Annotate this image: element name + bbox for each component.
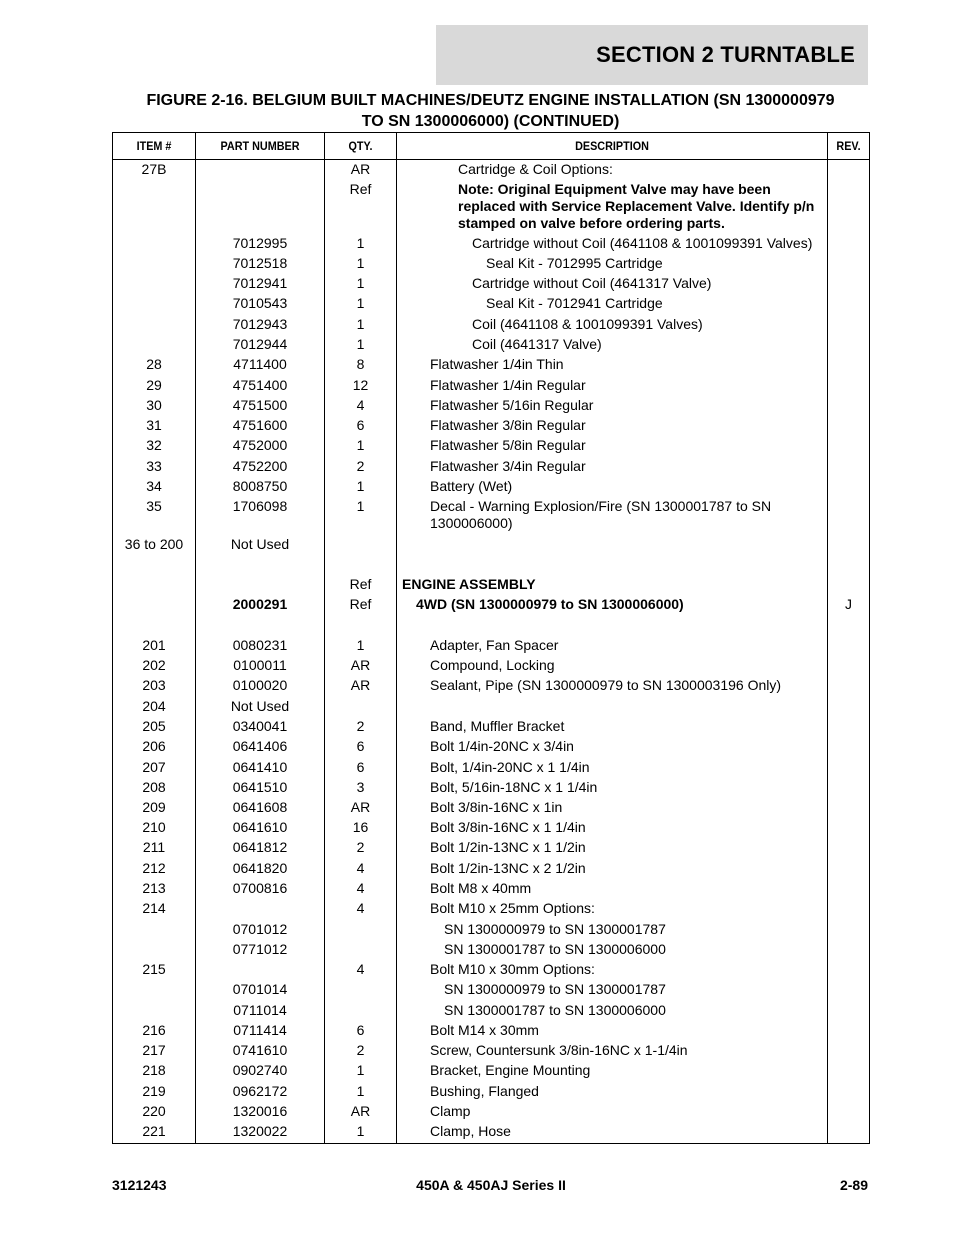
description-cell: Battery (Wet) [430, 478, 513, 494]
quantity-cell: Ref [349, 596, 372, 612]
description-cell: Bolt M14 x 30mm [430, 1022, 539, 1038]
part-number-cell: 0741610 [232, 1042, 288, 1058]
part-number-cell: 0641820 [232, 860, 288, 876]
item-number-cell: 31 [146, 417, 162, 433]
quantity-cell: AR [350, 799, 371, 815]
quantity-cell: 6 [356, 759, 365, 775]
part-number-cell: 0641410 [232, 759, 288, 775]
item-number-cell: 203 [142, 677, 166, 693]
part-number-cell: 1706098 [232, 498, 288, 514]
description-cell: Flatwasher 5/8in Regular [430, 437, 586, 453]
description-cell: Compound, Locking [430, 657, 555, 673]
part-number-cell: 4751400 [232, 377, 288, 393]
item-number-cell: 204 [142, 698, 166, 714]
part-number-cell: 0902740 [232, 1062, 288, 1078]
part-number-cell: Not Used [230, 536, 290, 552]
description-cell: Bolt M8 x 40mm [430, 880, 532, 896]
item-number-cell: 206 [142, 738, 166, 754]
item-number-cell: 219 [142, 1083, 166, 1099]
quantity-cell: 1 [356, 255, 365, 271]
item-number-cell: 36 to 200 [124, 536, 184, 552]
figure-title-line-1: FIGURE 2-16. BELGIUM BUILT MACHINES/DEUTZ ENGINE INSTALLATION (SN 1300000979 [146, 92, 835, 109]
description-cell: Bushing, Flanged [430, 1083, 539, 1099]
item-number-cell: 214 [142, 900, 166, 916]
quantity-cell: Ref [349, 576, 372, 592]
quantity-cell: 1 [356, 437, 365, 453]
description-cell: Sealant, Pipe (SN 1300000979 to SN 1300003196 Only) [430, 677, 782, 693]
description-cell: Bracket, Engine Mounting [430, 1062, 591, 1078]
part-number-cell: 0100020 [232, 677, 288, 693]
item-number-cell: 35 [146, 498, 162, 514]
part-number-cell: 1320022 [232, 1123, 288, 1139]
quantity-cell: 1 [356, 295, 365, 311]
quantity-cell: 4 [356, 900, 365, 916]
quantity-cell: 1 [356, 1123, 365, 1139]
part-number-cell: 0340041 [232, 718, 288, 734]
part-number-cell: 7012944 [232, 336, 288, 352]
description-cell: Flatwasher 3/4in Regular [430, 458, 586, 474]
part-number-cell: 7012518 [232, 255, 288, 271]
part-number-cell: 0641812 [232, 839, 288, 855]
description-cell: Cartridge & Coil Options: [458, 161, 613, 177]
item-number-cell: 202 [142, 657, 166, 673]
quantity-cell: 1 [356, 1083, 365, 1099]
description-cell: Decal - Warning Explosion/Fire (SN 1300001787 to SN 1300006000) [430, 498, 772, 531]
part-number-cell: 0701012 [232, 921, 288, 937]
description-cell: Bolt M10 x 25mm Options: [430, 900, 595, 916]
description-cell: Clamp, Hose [430, 1123, 511, 1139]
quantity-cell: 1 [356, 498, 365, 514]
section-header [436, 25, 868, 85]
part-number-cell: 0641610 [232, 819, 288, 835]
part-number-cell: 7010543 [232, 295, 288, 311]
item-number-cell: 216 [142, 1022, 166, 1038]
description-cell: Bolt, 1/4in-20NC x 1 1/4in [430, 759, 590, 775]
quantity-cell: AR [350, 1103, 371, 1119]
item-number-cell: 217 [142, 1042, 166, 1058]
part-number-cell: 0641406 [232, 738, 288, 754]
part-number-cell: 0701014 [232, 981, 288, 997]
column-divider [827, 133, 828, 1143]
item-number-cell: 210 [142, 819, 166, 835]
footer-doc-number: 3121243 [112, 1177, 167, 1193]
quantity-cell: 1 [356, 336, 365, 352]
item-number-cell: 213 [142, 880, 166, 896]
footer-series: 450A & 450AJ Series II [416, 1177, 566, 1193]
item-number-cell: 209 [142, 799, 166, 815]
item-number-cell: 33 [146, 458, 162, 474]
description-cell: Bolt 1/4in-20NC x 3/4in [430, 738, 574, 754]
item-number-cell: 211 [142, 839, 166, 855]
item-number-cell: 215 [142, 961, 166, 977]
quantity-cell: 12 [352, 377, 369, 393]
part-number-cell: 1320016 [232, 1103, 288, 1119]
quantity-cell: 4 [356, 397, 365, 413]
part-number-cell: 0962172 [232, 1083, 288, 1099]
part-number-cell: 4751600 [232, 417, 288, 433]
quantity-cell: Ref [349, 181, 372, 197]
description-cell: Note: Original Equipment Valve may have been replaced with Service Replacement Valve. Identify p/n stamped on valve before ordering parts. [458, 181, 815, 231]
quantity-cell: 1 [356, 1062, 365, 1078]
part-number-cell: 4751500 [232, 397, 288, 413]
quantity-cell: 2 [356, 1042, 365, 1058]
part-number-cell: 2000291 [232, 596, 288, 612]
column-header-rev: REV. [836, 139, 861, 153]
part-number-cell: 0641510 [232, 779, 288, 795]
item-number-cell: 34 [146, 478, 162, 494]
description-cell: Band, Muffler Bracket [430, 718, 565, 734]
column-header-qty: QTY. [348, 139, 373, 153]
quantity-cell: 1 [356, 478, 365, 494]
description-cell: Clamp [430, 1103, 471, 1119]
part-number-cell: 0771012 [232, 941, 288, 957]
part-number-cell: Not Used [230, 698, 290, 714]
description-cell: Bolt M10 x 30mm Options: [430, 961, 595, 977]
quantity-cell: 1 [356, 275, 365, 291]
part-number-cell: 7012995 [232, 235, 288, 251]
part-number-cell: 0100011 [233, 657, 287, 673]
quantity-cell: AR [350, 161, 371, 177]
part-number-cell: 4711400 [233, 356, 287, 372]
description-cell: SN 1300001787 to SN 1300006000 [444, 941, 666, 957]
description-cell: Flatwasher 5/16in Regular [430, 397, 594, 413]
quantity-cell: 4 [356, 961, 365, 977]
part-number-cell: 0080231 [232, 637, 288, 653]
quantity-cell: 1 [356, 235, 365, 251]
parts-table [112, 132, 870, 1144]
description-cell: Coil (4641317 Valve) [472, 336, 602, 352]
quantity-cell: AR [350, 657, 371, 673]
revision-cell: J [845, 596, 852, 612]
description-cell: Bolt 3/8in-16NC x 1 1/4in [430, 819, 586, 835]
description-cell: Screw, Countersunk 3/8in-16NC x 1-1/4in [430, 1042, 688, 1058]
description-cell: Bolt 1/2in-13NC x 1 1/2in [430, 839, 586, 855]
description-cell: Seal Kit - 7012995 Cartridge [486, 255, 663, 271]
description-cell: SN 1300001787 to SN 1300006000 [444, 1002, 666, 1018]
item-number-cell: 27B [141, 161, 167, 177]
item-number-cell: 220 [142, 1103, 166, 1119]
description-cell: Seal Kit - 7012941 Cartridge [486, 295, 663, 311]
part-number-cell: 4752000 [232, 437, 288, 453]
item-number-cell: 221 [142, 1123, 166, 1139]
quantity-cell: 1 [356, 316, 365, 332]
item-number-cell: 208 [142, 779, 166, 795]
item-number-cell: 212 [142, 860, 166, 876]
quantity-cell: 2 [356, 839, 365, 855]
section-title: SECTION 2 TURNTABLE [596, 42, 855, 67]
item-number-cell: 29 [146, 377, 162, 393]
quantity-cell: 2 [356, 458, 365, 474]
quantity-cell: 2 [356, 718, 365, 734]
quantity-cell: AR [350, 677, 371, 693]
quantity-cell: 4 [356, 880, 365, 896]
quantity-cell: 16 [352, 819, 369, 835]
part-number-cell: 0700816 [232, 880, 288, 896]
description-cell: ENGINE ASSEMBLY [402, 576, 536, 592]
item-number-cell: 205 [142, 718, 166, 734]
quantity-cell: 6 [356, 417, 365, 433]
figure-title-line-2: TO SN 1300006000) (CONTINUED) [361, 113, 620, 130]
part-number-cell: 0641608 [232, 799, 288, 815]
item-number-cell: 28 [146, 356, 162, 372]
column-header-item: ITEM # [136, 139, 172, 153]
description-cell: SN 1300000979 to SN 1300001787 [444, 981, 666, 997]
header-divider [113, 159, 869, 160]
description-cell: SN 1300000979 to SN 1300001787 [444, 921, 666, 937]
figure-title [112, 90, 869, 132]
description-cell: Flatwasher 1/4in Regular [430, 377, 586, 393]
description-cell: Bolt 1/2in-13NC x 2 1/2in [430, 860, 586, 876]
quantity-cell: 4 [356, 860, 365, 876]
item-number-cell: 30 [146, 397, 162, 413]
item-number-cell: 207 [142, 759, 166, 775]
quantity-cell: 6 [356, 1022, 365, 1038]
description-cell: Cartridge without Coil (4641108 & 1001099391 Valves) [472, 235, 813, 251]
description-cell: Flatwasher 3/8in Regular [430, 417, 586, 433]
quantity-cell: 6 [356, 738, 365, 754]
description-cell: Bolt, 5/16in-18NC x 1 1/4in [430, 779, 598, 795]
description-cell: 4WD (SN 1300000979 to SN 1300006000) [416, 596, 684, 612]
part-number-cell: 0711414 [233, 1022, 287, 1038]
item-number-cell: 201 [142, 637, 166, 653]
quantity-cell: 1 [356, 637, 365, 653]
part-number-cell: 4752200 [232, 458, 288, 474]
footer-page-number: 2-89 [839, 1177, 868, 1193]
part-number-cell: 7012941 [232, 275, 288, 291]
description-cell: Flatwasher 1/4in Thin [430, 356, 564, 372]
description-cell: Bolt 3/8in-16NC x 1in [430, 799, 563, 815]
part-number-cell: 7012943 [232, 316, 288, 332]
quantity-cell: 3 [356, 779, 365, 795]
part-number-cell: 8008750 [232, 478, 288, 494]
column-header-part-number: PART NUMBER [220, 139, 300, 153]
description-cell: Cartridge without Coil (4641317 Valve) [472, 275, 712, 291]
description-cell: Adapter, Fan Spacer [430, 637, 559, 653]
item-number-cell: 32 [146, 437, 162, 453]
column-header-description: DESCRIPTION [575, 139, 649, 153]
quantity-cell: 8 [356, 356, 365, 372]
item-number-cell: 218 [142, 1062, 166, 1078]
part-number-cell: 0711014 [233, 1002, 287, 1018]
description-cell: Coil (4641108 & 1001099391 Valves) [472, 316, 703, 332]
